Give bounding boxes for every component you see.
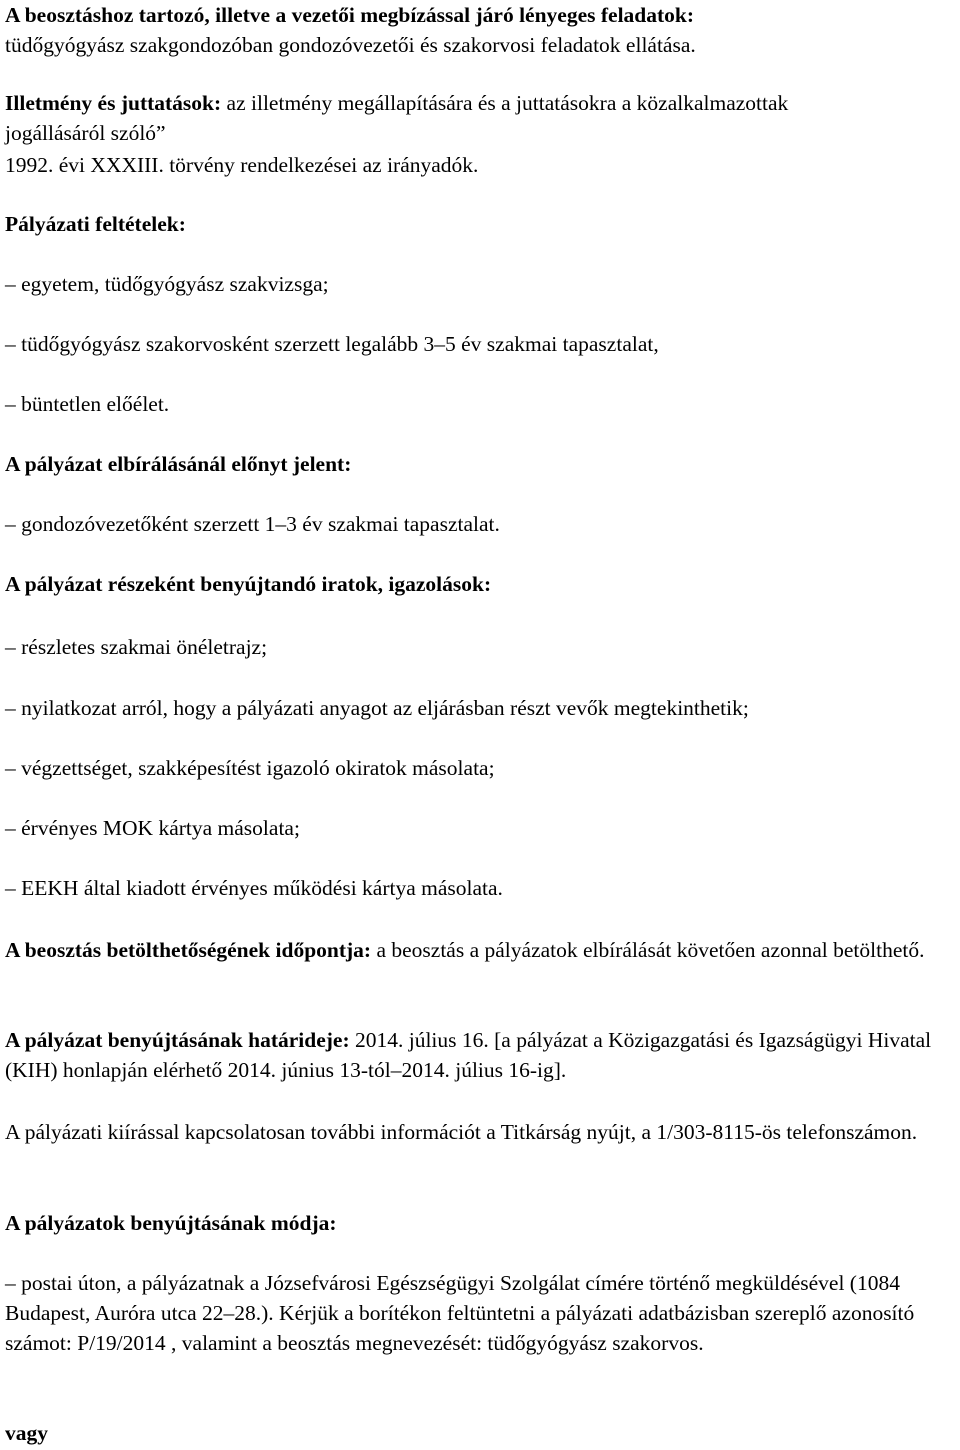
salary-text-2: jogállásáról szóló” [5,121,166,145]
advantage-item: – gondozóvezetőként szerzett 1–3 év szakmai tapasztalat. [5,512,500,536]
deadline-paragraph [5,1025,955,1085]
documents-heading: A pályázat részeként benyújtandó iratok, igazolások: [5,572,492,596]
document-item: – nyilatkozat arról, hogy a pályázati anyagot az eljárásban részt vevők megtekinthetik; [5,696,749,720]
document-item: – végzettséget, szakképesítést igazoló okiratok másolata; [5,756,495,780]
start-date-paragraph [5,935,955,965]
advantage-heading: A pályázat elbírálásánál előnyt jelent: [5,452,352,476]
requirement-item: – egyetem, tüdőgyógyász szakvizsga; [5,272,329,296]
salary-line-1 [5,88,955,118]
duties-text: tüdőgyógyász szakgondozóban gondozóvezetői és szakorvosi feladatok ellátása. [5,33,696,57]
requirement-item: – tüdőgyógyász szakorvosként szerzett legalább 3–5 év szakmai tapasztalat, [5,332,659,356]
requirement-item: – büntetlen előélet. [5,392,170,416]
salary-label: Illetmény és juttatások: [5,91,222,115]
start-date-text: a beosztás a pályázatok elbírálását követően azonnal betölthető. [371,938,925,962]
deadline-label: A pályázat benyújtásának határideje: [5,1028,350,1052]
document-item: – EEKH által kiadott érvényes működési kártya másolata. [5,876,503,900]
info-paragraph: A pályázati kiírással kapcsolatosan további információt a Titkárság nyújt, a 1/303-8115-ös telefonszámon. [5,1120,918,1144]
salary-text-3: 1992. évi XXXIII. törvény rendelkezései az irányadók. [5,153,479,177]
or-label: vagy [5,1421,48,1445]
requirements-heading: Pályázati feltételek: [5,212,186,236]
submission-paragraph: – postai úton, a pályázatnak a Józsefvárosi Egészségügyi Szolgálat címére történő megküldésével (1084 Budapest, Auróra utca 22–28.). Kérjük a borítékon feltüntetni a pályázati adatbázisban szereplő azonosító számot: P/19/2014 , valamint a beosztás megnevezését: tüdőgyógyász szakorvos. [5,1271,915,1355]
start-date-label: A beosztás betölthetőségének időpontja: [5,938,372,962]
duties-label: A beosztáshoz tartozó, illetve a vezetői megbízással járó lényeges feladatok: [5,3,695,27]
deadline-text: 2014. július 16. [a pályázat a Közigazgatási és Igazságügyi Hivatal (KIH) honlapján elérhető 2014. június 13-tól–2014. július 16-ig]. [5,1028,932,1082]
document-item: – érvényes MOK kártya másolata; [5,816,300,840]
document-item: – részletes szakmai önéletrajz; [5,635,268,659]
salary-text-1: az illetmény megállapítására és a juttatásokra a közalkalmazottak [221,91,789,115]
submission-heading: A pályázatok benyújtásának módja: [5,1211,337,1235]
